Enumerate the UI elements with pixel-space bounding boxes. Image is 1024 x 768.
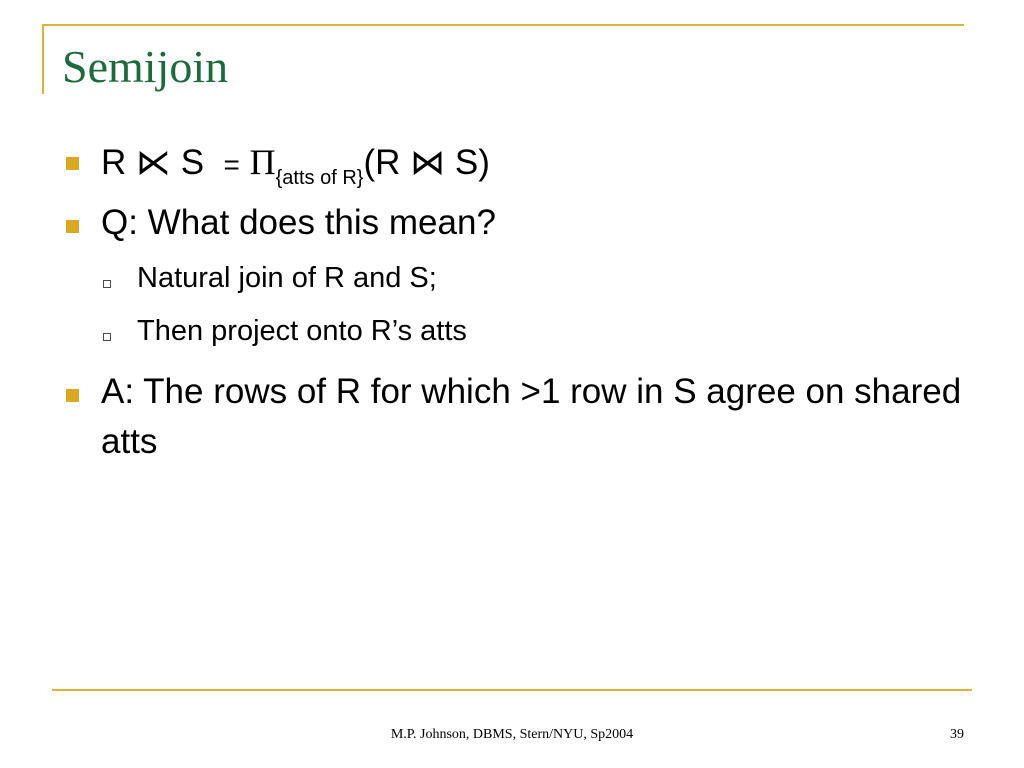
sub-bullet-project: Then project onto R’s atts [137, 315, 467, 347]
sub-bullet-natural-join: Natural join of R and S; [137, 262, 437, 294]
formula-rhs: (R ⋈ S) [363, 143, 490, 182]
projection-symbol: Π [249, 142, 276, 182]
page-number: 39 [950, 727, 964, 742]
slide-title: Semijoin [62, 41, 229, 92]
formula-lhs: R ⋉ S [101, 143, 205, 182]
bullet-marker-1 [66, 157, 79, 170]
left-frame-line [42, 24, 44, 94]
bullet-answer: A: The rows of R for which >1 row in S agree on shared atts [101, 372, 962, 461]
sub-bullet-marker-1 [103, 280, 111, 288]
projection-subscript: {atts of R} [275, 167, 364, 189]
sub-bullet-marker-2 [103, 333, 111, 341]
slide-footer: M.P. Johnson, DBMS, Stern/NYU, Sp2004 [390, 727, 634, 742]
bullet-marker-3 [66, 389, 79, 402]
formula-equals: = [223, 149, 240, 180]
bullet-marker-2 [66, 220, 79, 233]
bullet-formula [101, 137, 981, 203]
bottom-frame-line [52, 689, 972, 691]
top-frame-line [42, 24, 964, 26]
bullet-question: Q: What does this mean? [101, 203, 496, 242]
